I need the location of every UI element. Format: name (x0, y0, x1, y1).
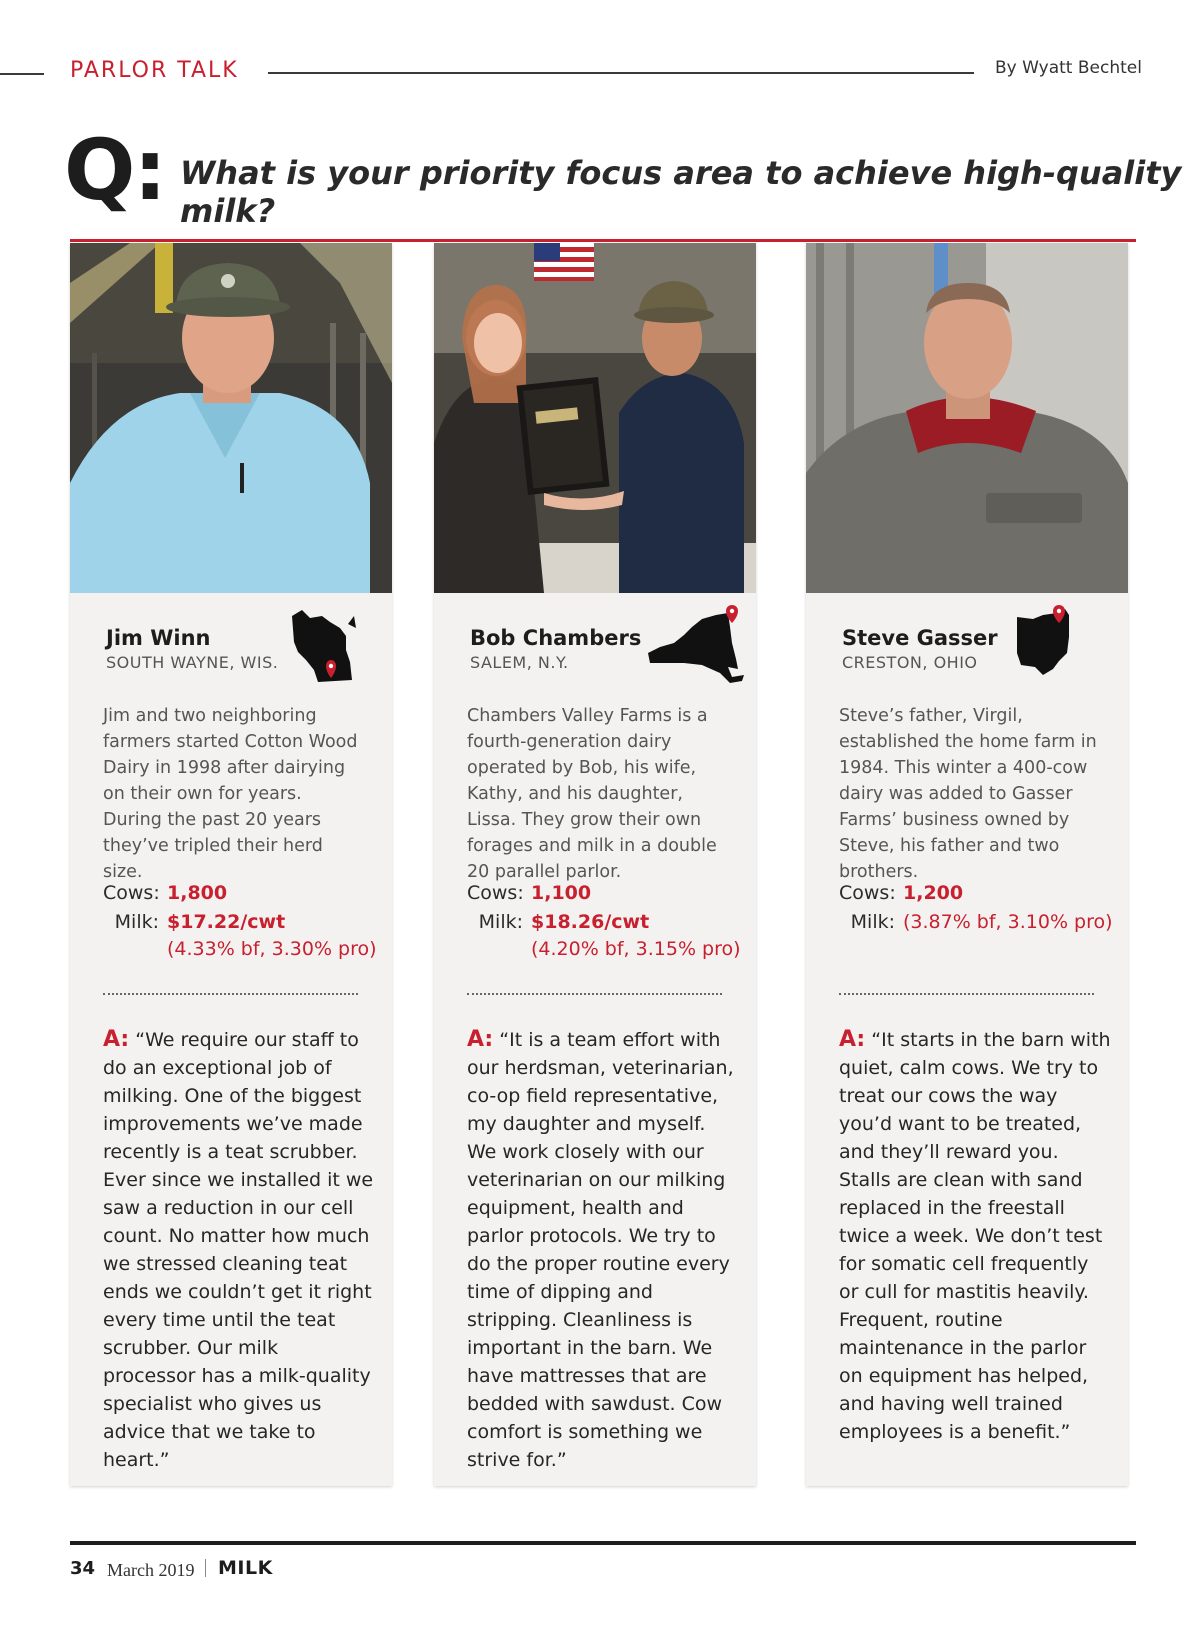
profile-card-steve-gasser (806, 243, 1128, 1486)
profile-answer (103, 1026, 375, 1474)
milk-components: (3.87% bf, 3.10% pro) (903, 911, 1113, 933)
header-rule (268, 72, 974, 74)
profile-bio: Chambers Valley Farms is a fourth-generation dairy operated by Bob, his wife, Kathy, and his daughter, Lissa. They grow their own forages and milk in a double 20 parallel parlor. (467, 706, 717, 882)
profile-photo (70, 243, 392, 593)
cows-value: 1,200 (903, 882, 964, 904)
issue-date: March 2019 (107, 1560, 195, 1580)
red-divider (70, 239, 1136, 242)
profile-stats (103, 879, 383, 961)
header-rule-left (0, 73, 44, 75)
profile-name: Steve Gasser (842, 626, 998, 650)
milk-components: (4.20% bf, 3.15% pro) (531, 938, 741, 960)
cows-value: 1,800 (167, 882, 228, 904)
profile-photo (434, 243, 756, 593)
milk-components: (4.33% bf, 3.30% pro) (167, 938, 377, 960)
profile-answer (839, 1026, 1111, 1446)
answer-text: “It is a team effort with our herdsman, veterinarian, co-op field representative, my daughter and myself. We work closely with our veterinarian on our milking equipment, health and parlor protocols. We try to do the proper routine every time of dipping and stripping. Cleanliness is important in the barn. We have mattresses that are bedded with sawdust. Cow comfort is something we strive for.” (467, 1029, 734, 1471)
section-label: PARLOR TALK (70, 58, 239, 83)
profile-location: CRESTON, OHIO (842, 653, 978, 672)
milk-label: Milk: (114, 911, 159, 933)
profile-card-jim-winn (70, 243, 392, 1486)
answer-marker: A: (839, 1027, 866, 1052)
profile-location: SALEM, N.Y. (470, 653, 569, 672)
profile-name: Bob Chambers (470, 626, 642, 650)
profile-stats (839, 879, 1119, 937)
page-number: 34 (70, 1558, 96, 1579)
profile-photo (806, 243, 1128, 593)
dotted-divider (103, 993, 358, 995)
answer-text: “It starts in the barn with quiet, calm cows. We try to treat our cows the way you’d want to be treated, and they’ll reward you. Stalls are clean with sand replaced in the freestall twice a week. We don’t test for somatic cell frequently or cull for mastitis heavily. Frequent, routine maintenance in the parlor on equipment has helped, and having well trained employees is a benefit.” (839, 1029, 1111, 1443)
wisconsin-map-icon (288, 606, 364, 691)
question-marker: Q: (64, 121, 165, 219)
profile-bio: Jim and two neighboring farmers started Cotton Wood Dairy in 1998 after dairying on their own for years. During the past 20 years they’ve tripled their herd size. (103, 706, 358, 882)
magazine-logo: MILK (218, 1557, 273, 1579)
dotted-divider (467, 993, 722, 995)
profile-location: SOUTH WAYNE, WIS. (106, 653, 279, 672)
milk-label: Milk: (850, 911, 895, 933)
cows-label: Cows: (103, 882, 160, 904)
milk-value: $17.22/cwt (167, 911, 286, 933)
dotted-divider (839, 993, 1094, 995)
new-york-map-icon (644, 603, 744, 690)
profile-bio: Steve’s father, Virgil, established the home farm in 1984. This winter a 400-cow dairy was added to Gasser Farms’ business owned by Steve, his father and two brothers. (839, 706, 1097, 882)
ohio-map-icon (1011, 603, 1077, 682)
profile-stats (467, 879, 747, 961)
milk-label: Milk: (478, 911, 523, 933)
profile-answer (467, 1026, 739, 1474)
answer-text: “We require our staff to do an exceptional job of milking. One of the biggest improvements we’ve made recently is a teat scrubber. Ever since we installed it we saw a reduction in our cell count. No matter how much we stressed cleaning teat ends we couldn’t get it right every time until the teat scrubber. Our milk processor has a milk-quality specialist who gives us advice that we take to heart.” (103, 1029, 374, 1471)
cows-value: 1,100 (531, 882, 592, 904)
cows-label: Cows: (467, 882, 524, 904)
answer-marker: A: (103, 1027, 130, 1052)
footer-separator (205, 1559, 206, 1577)
flag-icon (534, 243, 594, 281)
footer-rule (70, 1541, 1136, 1545)
profile-name: Jim Winn (106, 626, 211, 650)
question-text: What is your priority focus area to achieve high-quality milk? (180, 154, 1182, 230)
profile-card-bob-chambers (434, 243, 756, 1486)
cows-label: Cows: (839, 882, 896, 904)
answer-marker: A: (467, 1027, 494, 1052)
byline: By Wyatt Bechtel (995, 58, 1142, 78)
milk-value: $18.26/cwt (531, 911, 650, 933)
